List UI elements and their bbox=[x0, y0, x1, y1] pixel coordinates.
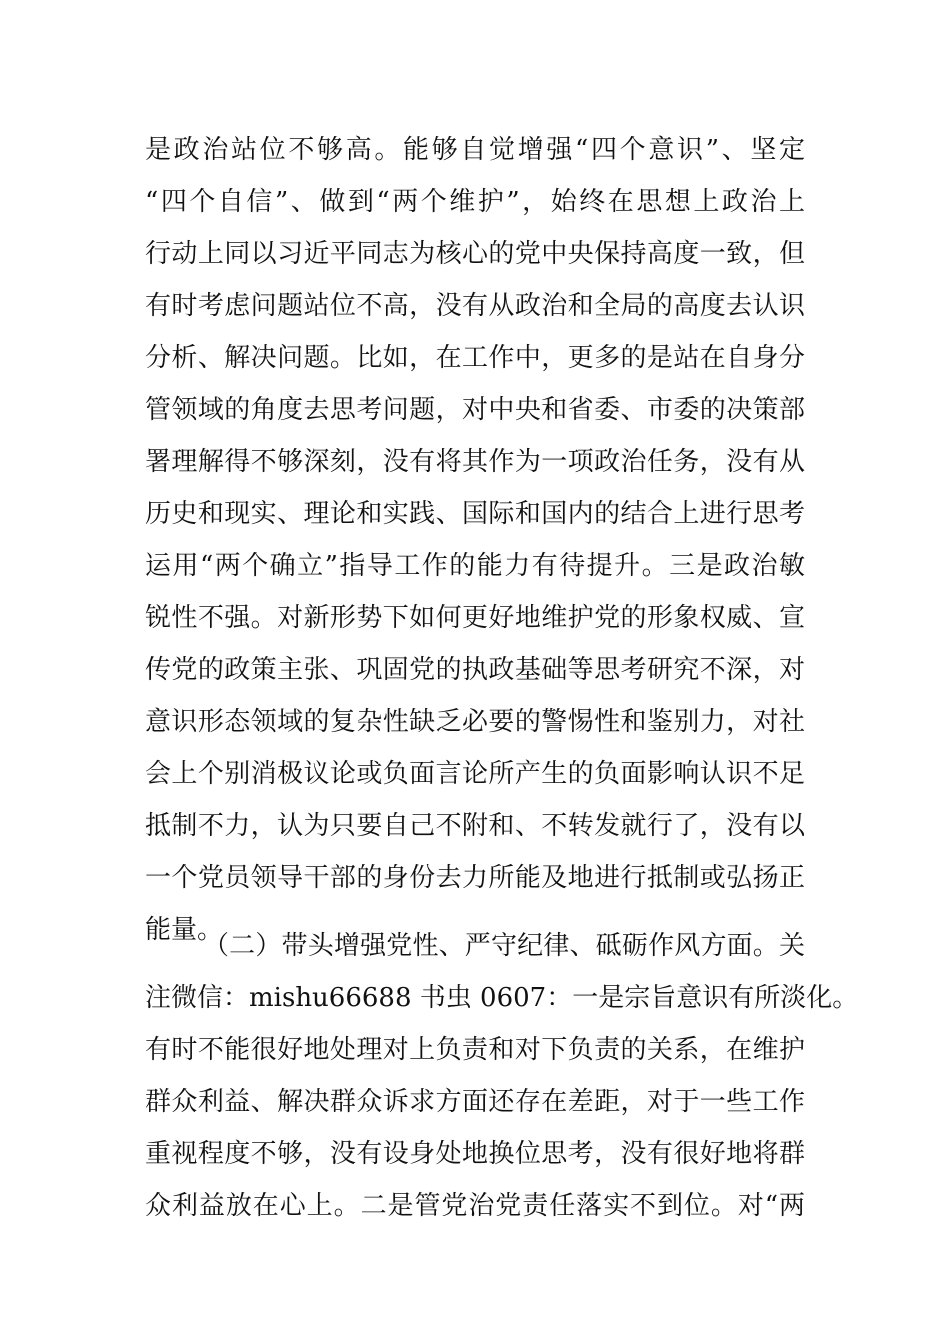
text-line: 会上个别消极议论或负面言论所产生的负面影响认识不足 bbox=[145, 759, 805, 789]
text-line: 抵制不力，认为只要自己不附和、不转发就行了，没有以 bbox=[145, 811, 805, 841]
text-line: 行动上同以习近平同志为核心的党中央保持高度一致，但 bbox=[145, 239, 805, 269]
text-line: 历史和现实、理论和实践、国际和国内的结合上进行思考 bbox=[145, 499, 805, 529]
text-line: 有时考虑问题站位不高，没有从政治和全局的高度去认识 bbox=[145, 291, 805, 321]
text-line: 重视程度不够，没有设身处地换位思考，没有很好地将群 bbox=[145, 1139, 805, 1169]
text-line: 众利益放在心上。二是管党治党责任落实不到位。对“两 bbox=[145, 1191, 805, 1221]
text-line: 能量。 bbox=[145, 915, 224, 945]
text-line: 运用“两个确立”指导工作的能力有待提升。三是政治敏 bbox=[145, 551, 805, 581]
text-line: 锐性不强。对新形势下如何更好地维护党的形象权威、宣 bbox=[145, 603, 805, 633]
text-line: 管领域的角度去思考问题，对中央和省委、市委的决策部 bbox=[145, 395, 805, 425]
text-line: 传党的政策主张、巩固党的执政基础等思考研究不深，对 bbox=[145, 655, 805, 685]
text-line: 意识形态领域的复杂性缺乏必要的警惕性和鉴别力，对社 bbox=[145, 707, 805, 737]
text-line: 注微信：mishu66688 书虫 0607：一是宗旨意识有所淡化。 bbox=[145, 983, 859, 1013]
text-line: 分析、解决问题。比如，在工作中，更多的是站在自身分 bbox=[145, 343, 805, 373]
text-line: “四个自信”、做到“两个维护”，始终在思想上政治上 bbox=[145, 187, 805, 217]
text-line: 是政治站位不够高。能够自觉增强“四个意识”、坚定 bbox=[145, 135, 805, 165]
paragraph-2 bbox=[145, 920, 859, 1232]
text-line: 有时不能很好地处理对上负责和对下负责的关系，在维护 bbox=[145, 1035, 805, 1065]
text-line: 群众利益、解决群众诉求方面还存在差距，对于一些工作 bbox=[145, 1087, 805, 1117]
text-line: 署理解得不够深刻，没有将其作为一项政治任务，没有从 bbox=[145, 447, 805, 477]
section-heading-line: （二）带头增强党性、严守纪律、砥砺作风方面。关 bbox=[203, 931, 805, 961]
text-line: 一个党员领导干部的身份去力所能及地进行抵制或弘扬正 bbox=[145, 863, 805, 893]
paragraph-1 bbox=[145, 124, 805, 956]
